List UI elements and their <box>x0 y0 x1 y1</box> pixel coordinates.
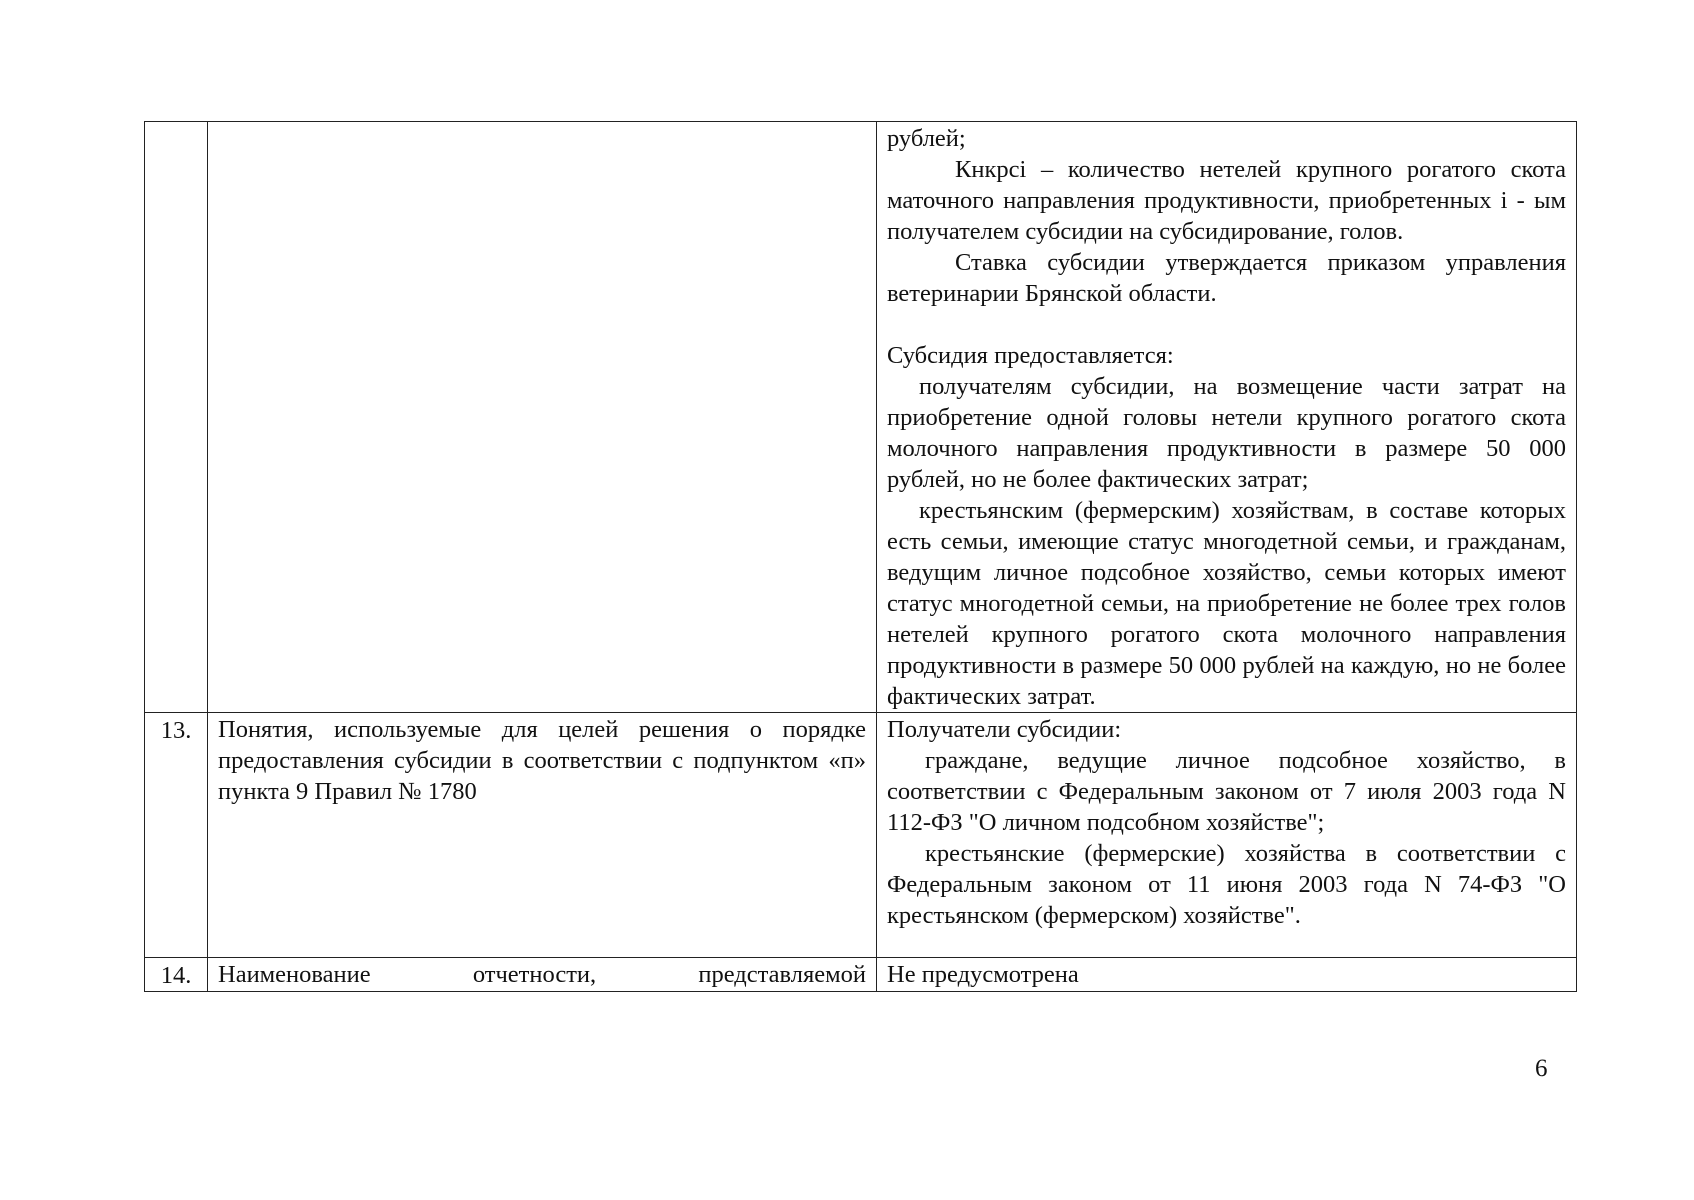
paragraph: Субсидия предоставляется: <box>887 342 1174 369</box>
paragraph: крестьянским (фермерским) хозяйствам, в составе которых есть семьи, имеющие статус многодетной семьи, и гражданам, ведущим личное подсобное хозяйство, семьи которых имеют статус многодетной семьи, на приобретение не более трех голов нетелей крупного рогатого скота молочного направления продуктивности в размере 50 000 рублей на каждую, но не более фактических затрат. <box>887 497 1566 710</box>
row-description-cell <box>877 713 1577 958</box>
row-number-cell <box>145 122 208 713</box>
paragraph: Ставка субсидии утверждается приказом управления ветеринарии Брянской области. <box>887 249 1566 307</box>
row-description-cell <box>877 122 1577 713</box>
paragraph: получателям субсидии, на возмещение части затрат на приобретение одной головы нетели крупного рогатого скота молочного направления продуктивности в размере 50 000 рублей, но не более фактических затрат; <box>887 373 1566 493</box>
row-name-cell <box>208 122 877 713</box>
row-name-cell <box>208 713 877 958</box>
row-name-cell <box>208 958 877 992</box>
paragraph: Наименование отчетности, представляемой <box>218 961 866 988</box>
table-row <box>145 122 1577 713</box>
paragraph: Понятия, используемые для целей решения о порядке предоставления субсидии в соответствии с подпунктом «п» пункта 9 Правил № 1780 <box>218 716 866 805</box>
paragraph: граждане, ведущие личное подсобное хозяйство, в соответствии с Федеральным законом от 7 июля 2003 года N 112-ФЗ "О личном подсобном хозяйстве"; <box>887 747 1566 836</box>
regulation-table <box>144 121 1577 992</box>
page-number: 6 <box>1535 1055 1548 1082</box>
table-row <box>145 713 1577 958</box>
paragraph: рублей; <box>887 125 966 152</box>
row-number-cell: 14. <box>145 958 208 992</box>
paragraph: Получатели субсидии: <box>887 716 1122 743</box>
row-description-cell <box>877 958 1577 992</box>
paragraph: Кнкрсi – количество нетелей крупного рогатого скота маточного направления продуктивности, приобретенных i - ым получателем субсидии на субсидирование, голов. <box>887 156 1566 245</box>
table-row <box>145 958 1577 992</box>
paragraph: крестьянские (фермерские) хозяйства в соответствии с Федеральным законом от 11 июня 2003 года N 74-ФЗ "О крестьянском (фермерском) хозяйстве". <box>887 840 1566 929</box>
spacer <box>887 309 1566 340</box>
row-number-cell: 13. <box>145 713 208 958</box>
paragraph: Не предусмотрена <box>887 961 1079 988</box>
